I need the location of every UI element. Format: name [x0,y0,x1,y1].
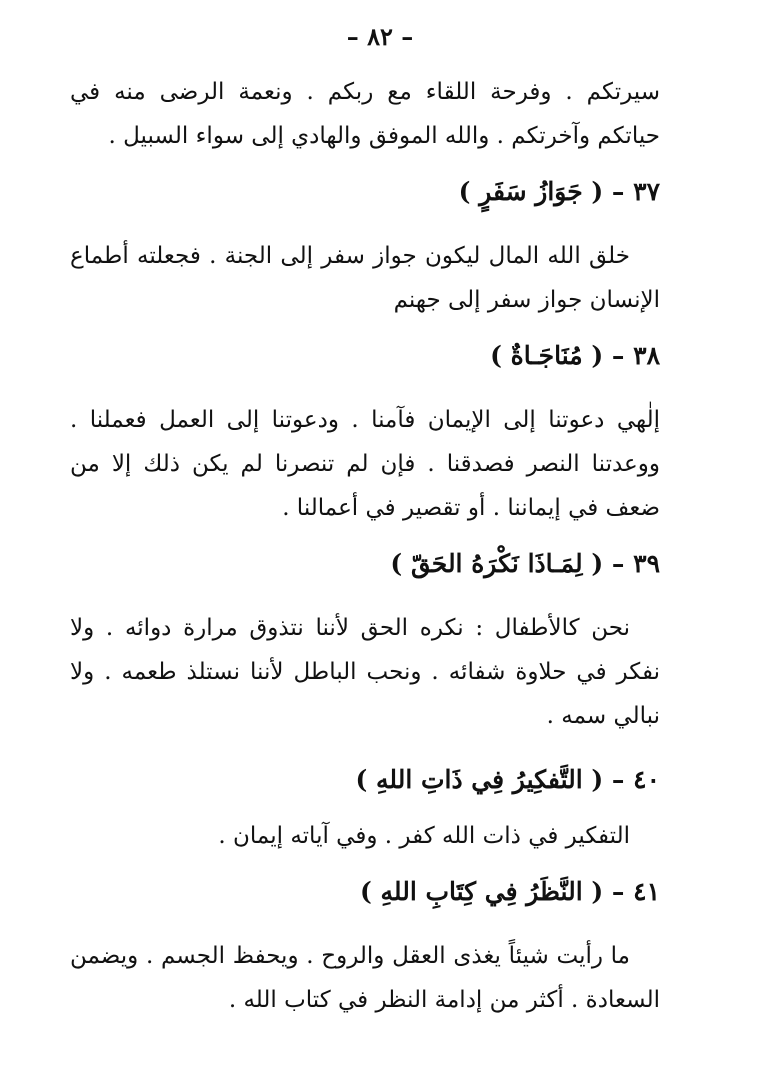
section-number: ٣٨ – [611,341,660,370]
paragraph: سيرتكم . وفرحة اللقاء مع ربكم . ونعمة الرضى منه في حياتكم وآخرتكم . والله الموفق والهادي إلى سواء السبيل . [70,79,660,149]
section-heading-41 [70,870,660,914]
section-title: ( مُنَاجَـاةٌ ) [490,341,604,370]
section-heading-37 [70,170,660,214]
section-heading-40 [70,758,660,802]
section-number: ٣٩ – [611,549,660,578]
section-heading-38 [70,334,660,378]
section-title: ( النَّظَرُ فِي كِتَابِ اللهِ ) [359,877,604,906]
section-title: ( التَّفكِيرُ فِي ذَاتِ اللهِ ) [355,765,604,794]
page-number: – ٨٢ – [346,22,414,51]
section-number: ٣٧ – [611,177,660,206]
section-heading-39 [70,542,660,586]
paragraph: نحن كالأطفال : نكره الحق لأننا نتذوق مرارة دوائه . ولا نفكر في حلاوة شفائه . ونحب الباطل لأننا نستلذ طعمه . ولا نبالي سمه . [70,615,660,729]
section-title: ( جَوَازُ سَفَرٍ ) [458,177,604,206]
paragraph: إلٰهي دعوتنا إلى الإيمان فآمنا . ودعوتنا إلى العمل فعملنا . ووعدتنا النصر فصدقنا . فإن لم تنصرنا لم يكن ذلك إلا من ضعف في إيماننا . أو تقصير في أعمالنا . [70,407,660,521]
page-body [70,70,660,1022]
section-number: ٤٠ – [611,765,660,794]
paragraph: التفكير في ذات الله كفر . وفي آياته إيمان . [218,823,630,849]
paragraph: خلق الله المال ليكون جواز سفر إلى الجنة . فجعلته أطماع الإنسان جواز سفر إلى جهنم [70,243,660,313]
paragraph: ما رأيت شيئاً يغذى العقل والروح . ويحفظ الجسم . ويضمن السعادة . أكثر من إدامة النظر في كتاب الله . [70,943,660,1013]
section-title: ( لِمَـاذَا نَكْرَهُ الحَقّ ) [390,549,604,578]
section-number: ٤١ – [611,877,660,906]
